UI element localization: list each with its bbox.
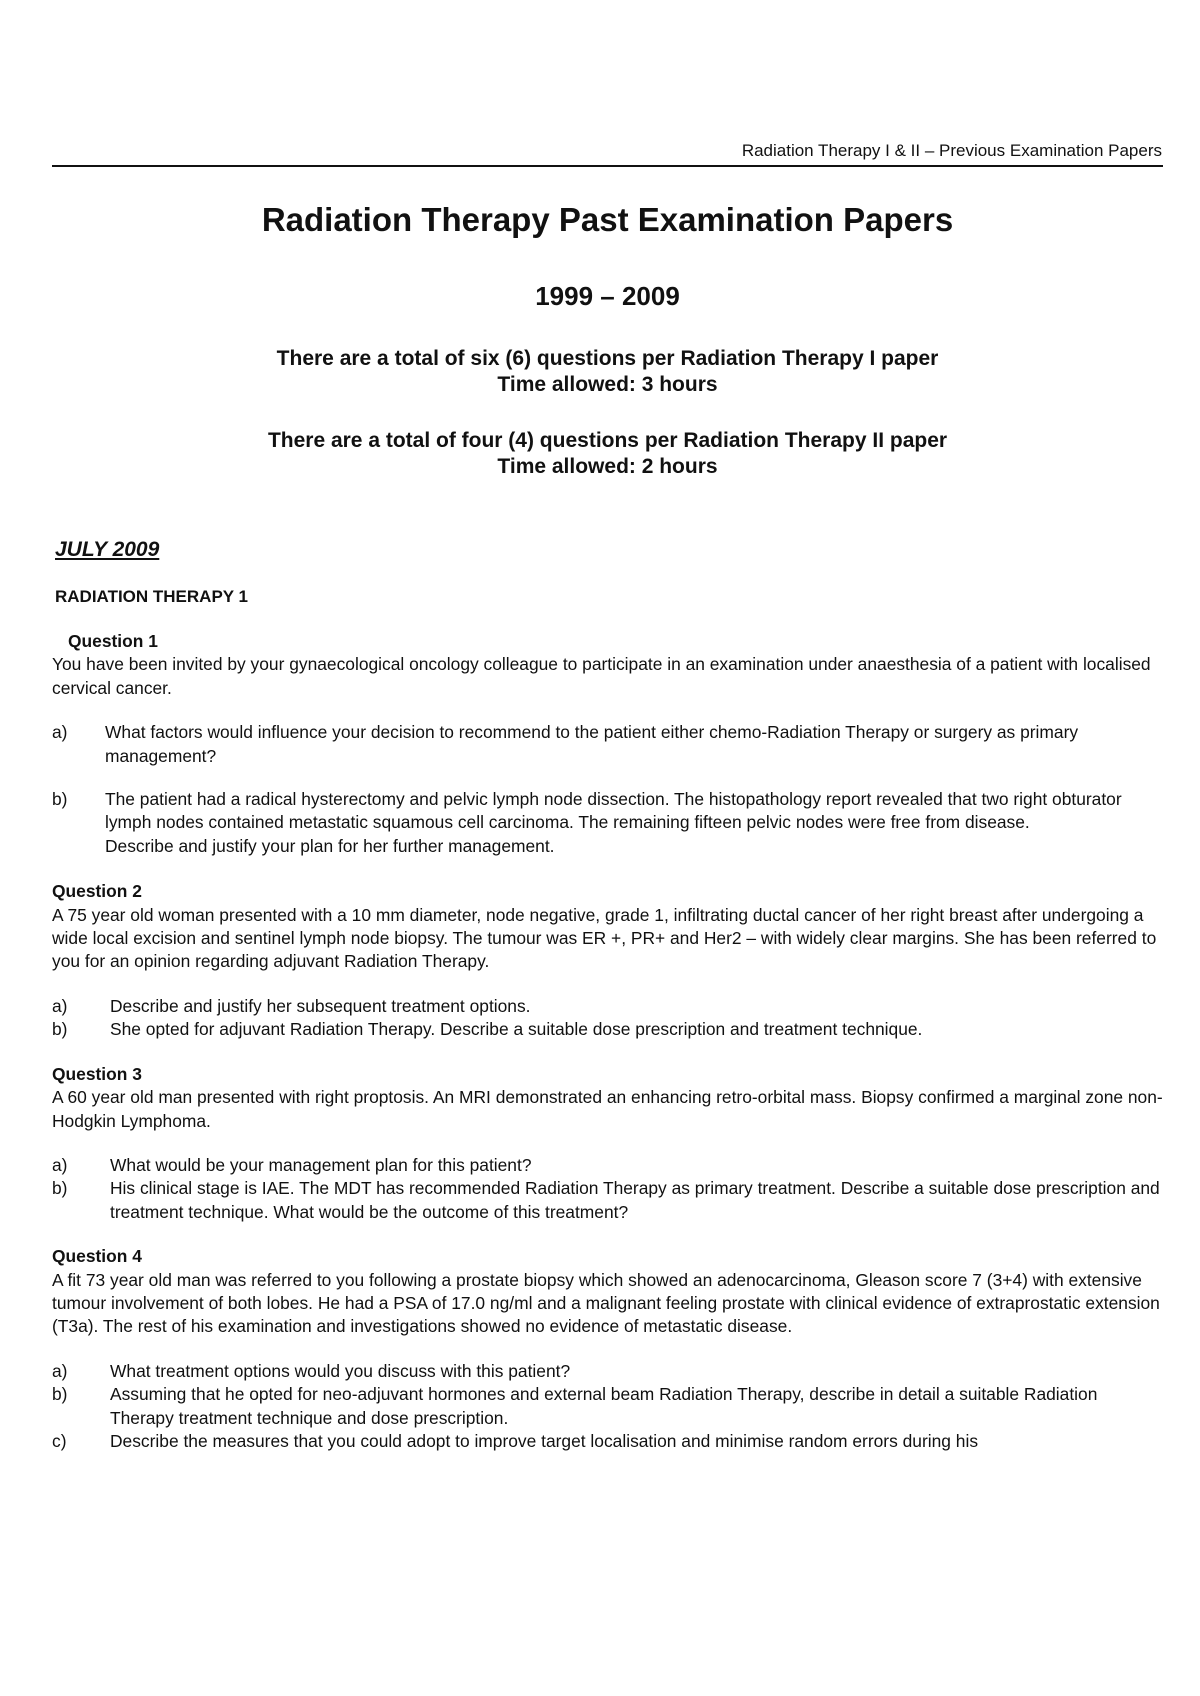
question-parts: [52, 1154, 1164, 1224]
question-part: [52, 995, 1164, 1018]
question-heading: Question 4: [52, 1246, 142, 1267]
part-text: Assuming that he opted for neo-adjuvant hormones and external beam Radiation Therapy, describe in detail a suitable Radiation Therapy treatment technique and dose prescription.: [110, 1384, 1098, 1428]
question-block: [52, 1245, 1164, 1453]
part-text-continued: Describe and justify your plan for her further management.: [105, 835, 555, 856]
section-date-heading: JULY 2009: [55, 538, 160, 561]
paper-heading: RADIATION THERAPY 1: [55, 587, 249, 606]
part-text: What would be your management plan for this patient?: [110, 1154, 532, 1175]
part-text: The patient had a radical hysterectomy and pelvic lymph node dissection. The histopathology report revealed that two right obturator lymph nodes contained metastatic squamous cell carcinoma. The remaining fifteen pelvic nodes were free from disease.: [105, 789, 1122, 833]
part-label: a): [52, 995, 68, 1016]
question-block: [52, 1063, 1164, 1224]
question-parts: [52, 721, 1164, 858]
part-label: b): [52, 1019, 68, 1040]
question-part: [52, 1430, 1164, 1453]
question-heading: Question 3: [52, 1063, 142, 1084]
question-parts: [52, 1360, 1164, 1454]
part-text: She opted for adjuvant Radiation Therapy. Describe a suitable dose prescription and treatment technique.: [110, 1019, 923, 1040]
part-label: b): [52, 1178, 68, 1199]
header-divider: [52, 165, 1163, 167]
paper1-question-count: There are a total of six (6) questions per Radiation Therapy I paper: [276, 347, 939, 370]
part-label: a): [52, 722, 68, 743]
part-label: a): [52, 1154, 68, 1175]
paper1-time-allowed: Time allowed: 3 hours: [497, 373, 718, 396]
paper2-question-count: There are a total of four (4) questions per Radiation Therapy II paper: [267, 429, 948, 452]
question-part: [52, 1018, 1164, 1041]
question-parts: [52, 995, 1164, 1042]
question-stem: You have been invited by your gynaecological oncology colleague to participate in an examination under anaesthesia of a patient with localised cervical cancer.: [52, 654, 1151, 698]
part-text: What factors would influence your decision to recommend to the patient either chemo-Radiation Therapy or surgery as primary management?: [105, 722, 1079, 766]
part-text: Describe the measures that you could adopt to improve target localisation and minimise random errors during his: [110, 1430, 979, 1451]
question-part: [52, 1383, 1164, 1430]
document-title: Radiation Therapy Past Examination Papers: [261, 201, 954, 238]
part-label: b): [52, 789, 68, 810]
part-text-group: [105, 788, 1164, 858]
question-stem: A 75 year old woman presented with a 10 mm diameter, node negative, grade 1, infiltrating ductal cancer of her right breast after undergoing a wide local excision and sentinel lymph node biopsy. The tumour was ER +, PR+ and Her2 – with widely clear margins. She has been referred to you for an opinion regarding adjuvant Radiation Therapy.: [52, 904, 1157, 972]
question-part: [52, 1360, 1164, 1383]
paper2-time-allowed: Time allowed: 2 hours: [497, 455, 718, 478]
part-text: Describe and justify her subsequent treatment options.: [110, 995, 531, 1016]
question-stem: A 60 year old man presented with right proptosis. An MRI demonstrated an enhancing retro-orbital mass. Biopsy confirmed a marginal zone non-Hodgkin Lymphoma.: [52, 1087, 1163, 1131]
part-text: His clinical stage is IAE. The MDT has recommended Radiation Therapy as primary treatment. Describe a suitable dose prescription and treatment technique. What would be the outcome of this treatment?: [110, 1178, 1160, 1222]
questions-list: [52, 630, 1164, 1465]
question-block: [52, 880, 1164, 1041]
question-part: [52, 1154, 1164, 1177]
running-header: Radiation Therapy I & II – Previous Examination Papers: [741, 141, 1162, 160]
question-stem: A fit 73 year old man was referred to you following a prostate biopsy which showed an adenocarcinoma, Gleason score 7 (3+4) with extensive tumour involvement of both lobes. He had a PSA of 17.0 ng/ml and a malignant feeling prostate with clinical evidence of extraprostatic extension (T3a). The rest of his examination and investigations showed no evidence of metastatic disease.: [52, 1269, 1160, 1337]
question-part: [52, 788, 1164, 858]
question-heading: Question 2: [52, 881, 142, 902]
question-block: [52, 630, 1164, 858]
part-label: a): [52, 1360, 68, 1381]
year-range: 1999 – 2009: [535, 281, 680, 311]
part-text: What treatment options would you discuss with this patient?: [110, 1360, 571, 1381]
part-label: c): [52, 1430, 67, 1451]
part-label: b): [52, 1384, 68, 1405]
question-part: [52, 721, 1164, 768]
question-part: [52, 1177, 1164, 1224]
question-heading: Question 1: [68, 631, 158, 651]
